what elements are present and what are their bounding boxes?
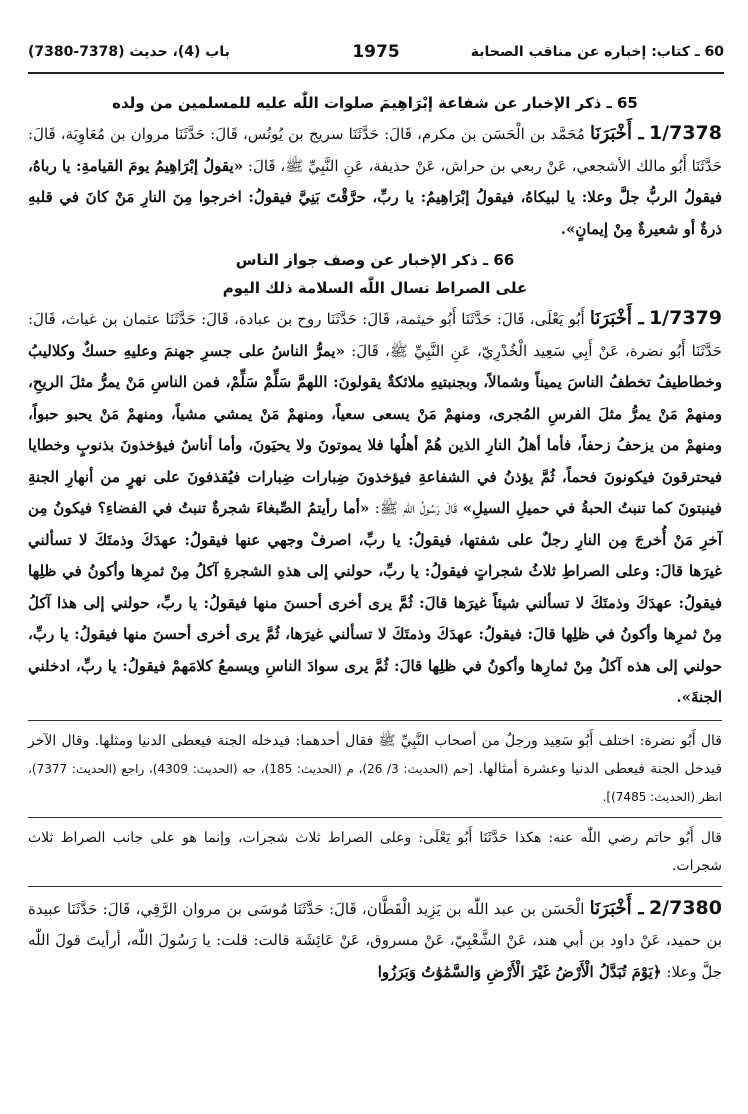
note-abu-nadra [28,727,722,811]
hadith-isnad: أَبُو يَعْلَى، قَالَ: حَدَّثَنَا أَبُو خيثمة، قَالَ: حَدَّثَنَا روح بن عبادة، قَالَ: حَدَّثَنَا عثمان بن غياث، قَالَ: حَدَّثَنَا أَبُو نضرة، عَنْ أَبِي سَعِيد الْخُدْرِيّ، عَنِ النَّبِيِّ ﷺ، قَالَ: [28,310,722,360]
hadith-isnad: مُحَمَّد بن الْحَسَن بن مكرم، قَالَ: حَدَّثَنَا سريج بن يُونُس، قَالَ: حَدَّثَنَا مروان بن مُعَاوِيَة، قَالَ: حَدَّثَنَا أَبُو مالك الأشجعي، عَنْ ربعي بن حراش، عَنْ حذيفة، عَنِ النَّبِيِّ ﷺ، قَالَ: [28,125,722,175]
running-header [28,40,724,70]
header-rule [28,72,724,74]
chapter-reference: باب (4)، حديث (7378-7380) [28,44,230,60]
section-divider [28,886,722,887]
section-66-title-line1: 66 ـ ذكر الإخبار عن وصف جواز الناس [235,251,515,269]
hadith-7380 [28,893,722,989]
hadith-isnad: الْحَسَن بن عبد اللّٰه بن يَزِيد الْقَطَّان، قَالَ: حَدَّثَنَا مُوسَى بن مروان الرَّقِي، قَالَ: حَدَّثَنَا عبيدة بن حميد، عَنْ داود بن أبي هند، عَنْ الشَّعْبِيّ، عَنْ مسروق، عَنْ عَائِشَة قالت: قلت: يا رَسُولَ اللّٰه، أرأيتَ قولَ اللّٰه جلَّ وعلا: [28,899,722,981]
hadith-number: 1/7378 [648,122,722,144]
section-65-title: 65 ـ ذكر الإخبار عن شفاعة إبْرَاهِيمَ صلوات اللّٰه عليه للمسلمين من ولده [112,94,638,112]
hadith-matn-continued: «أما رأيتمُ الصِّبغاءَ شجرةٌ تنبتُ في الفضاءِ؟ فيكونُ مِن آخرِ مَنْ أُخرجَ مِن النارِ رجلٌ على شفتها، فيقولُ: يا ربِّ، اصرفْ وجهي عنها فيقولُ: عهدَكَ وذمتَكَ لا تسألني غيرَها قالَ: وعلى الصراطِ ثلاثُ شجراتٍ فيقولُ: يا ربِّ، حولني إلى هذهِ الشجرةِ آكلُ مِنْ ثمرِها وأكونُ في ظلِها فيقولُ: عهدَكَ وذمتَكَ لا تسألني شيئاً غيرَها قالَ: ثُمَّ يرى أخرى أحسنَ منها فيقولُ: يا ربِّ، حولني إلى هذا آكلُ مِنْ ثمرِها وأكونُ في ظلِها قالَ: فيقولُ: عهدَكَ وذمتَكَ لا تسألني غيرَها، ثُمَّ يرى أخرى أحسنَ منها فيقولُ: يا ربِّ، حولني إلى هذه آكلُ مِنْ ثمارِها وأكونُ في ظلِها قالَ: ثُمَّ يرى سوادَ الناسِ ويسمعُ كلامَهمْ فيقولُ: يا ربِّ، ادخلني الجنةَ». [28,499,722,706]
page-body [28,88,722,988]
section-divider [28,720,722,721]
section-66-title-line2: على الصراط نسال اللّٰه السلامة ذلك اليوم [222,279,528,297]
quran-ayah: ﴿يَوْمَ تُبَدَّلُ الْأَرْضُ غَيْرَ الْأَرْضِ وَالسَّمَٰوَٰتُ وَبَرَزُوا [377,962,662,981]
akhbarana-label: ـ أَخْبَرَنَا [589,123,644,144]
akhbarana-label: ـ أَخْبَرَنَا [589,308,644,329]
akhbarana-label: ـ أَخْبَرَنَا [589,897,644,919]
note-text: قال أَبُو نضرة: اختلف أَبُو سَعِيد ورجلٌ من أصحاب النَّبِيِّ ﷺ فقال أحدهما: فيدخله الجنة فيعطى الدنيا ومثلها. وقال الآخر فيدخل الجنة فيعطى الدنيا وعشرة أمثالها. [28,732,723,777]
page-number: 1975 [352,42,400,62]
takhrij-references: [حم (الحديث: 3/ 26)، م (الحديث: 185)، جه (الحديث: 4309)، راجع (الحديث: 7377)، انظر (الحديث: 7485)]. [28,761,722,804]
section-divider [28,817,722,818]
hadith-matn: «يقولُ إبْرَاهِيمُ يومَ القيامةِ: يا رباهُ، فيقولُ الربُّ جلَّ وعلا: يا لبيكاهُ، فيقولُ إبْرَاهِيمُ: يا ربِّ، حرَّقْتَ بَنِيَّ فيقولُ: اخرجوا مِنَ النارِ مَنْ كانَ في قلبهِ ذرةٌ أو شعيرةٌ مِنْ إيمانٍ». [28,156,722,238]
hadith-7378 [28,118,722,245]
hadith-number: 2/7380 [648,896,722,919]
hadith-number: 1/7379 [648,307,722,329]
hadith-qal: قَالَ رَسُولُ اللّٰهِ ﷺ: [374,499,458,517]
hadith-matn: «يمرُّ الناسُ على جسرِ جهنمَ وعليهِ حسكٌ وكلاليبُ وخطاطيفُ تخطفُ الناسَ يميناً وشمالاً، وبجنبتيهِ ملائكةٌ يقولونَ: اللهمَّ سَلِّمْ سَلِّمْ، فمن الناسِ مَنْ يمرُّ مثلَ الريحِ، ومنهمْ مَنْ يمرُّ مثلَ الفرسِ المُجرى، ومنهمْ مَنْ يسعى سعياً، ومنهمْ مَنْ يمشي مشياً، ومنهمْ مَنْ يحبو حبواً، ومنهمْ من يزحفُ زحفاً، فأما أهلُ النارِ الذين هُمْ أهلُها فلا يموتونَ ولا يحيَونَ، وأما أناسٌ فيؤخذونَ بذنوبٍ وخطايا فيحترقونَ فيكونونَ فحماً، ثُمَّ يؤذنُ في الشفاعةِ فيؤخذونَ ضِبارات ضِبارات فيُقذفونَ على نهرٍ من أنهارِ الجنةِ فينبتونَ كما تنبتُ الحبةُ في حميلِ السيلِ» [28,341,722,517]
book-title: 60 ـ كتاب: إخباره عن مناقب الصحابة [470,44,724,60]
hadith-7379 [28,303,722,714]
note-abu-hatim: قال أَبُو حاتم رضي اللّٰه عنه: هكذا حَدَّثَنَا أَبُو يَعْلَى: وعلى الصراط ثلاث شجرات، وإنما هو على جانب الصراط ثلاث شجرات. [28,829,722,874]
